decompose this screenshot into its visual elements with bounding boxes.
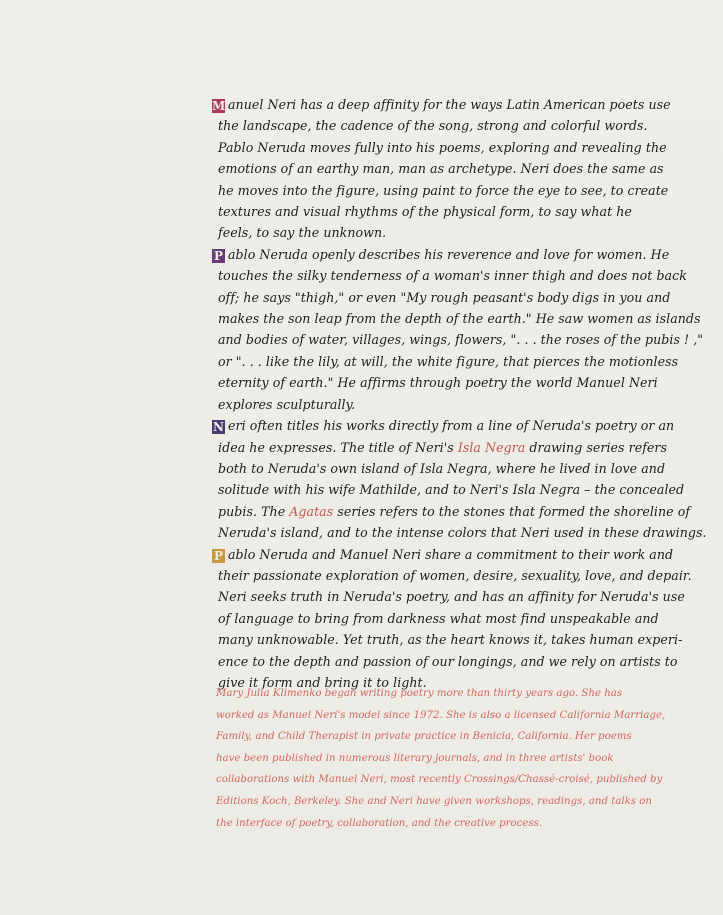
text-line: solitude with his wife Mathilde, and to Neri's Isla Negra – the concealed — [218, 482, 685, 498]
text-line: Pablo Neruda moves fully into his poems, exploring and revealing the — [218, 139, 667, 155]
text-line: off; he says "thigh," or even "My rough peasant's body digs in you and — [218, 289, 671, 305]
author-bio — [216, 683, 666, 834]
text-line — [212, 244, 670, 265]
bio-line: have been published in numerous literary journals, and in three artists' book — [216, 752, 614, 764]
drop-cap-initial: M — [212, 99, 226, 113]
line-text: ablo Neruda openly describes his reverence and love for women. He — [228, 246, 670, 262]
series-title: Agatas — [289, 503, 334, 519]
paragraph-2 — [212, 244, 704, 415]
essay-body — [212, 94, 707, 693]
text-line: explores sculpturally. — [218, 396, 356, 412]
text-line: Neri seeks truth in Neruda's poetry, and has an affinity for Neruda's use — [218, 589, 685, 605]
text-line: ence to the depth and passion of our longings, and we rely on artists to — [218, 653, 678, 669]
text-line: he moves into the figure, using paint to force the eye to see, to create — [218, 182, 669, 198]
text-line: Neruda's island, and to the intense colors that Neri used in these drawings. — [218, 525, 707, 541]
text-line: and bodies of water, villages, wings, flowers, ". . . the roses of the pubis ! ," — [218, 332, 704, 348]
drop-cap-initial: N — [212, 420, 225, 435]
line-text: eri often titles his works directly from a line of Neruda's poetry or an — [228, 418, 675, 434]
paragraph-4 — [212, 544, 692, 694]
text-line — [212, 94, 671, 115]
text-line: the landscape, the cadence of the song, strong and colorful words. — [218, 118, 648, 134]
text-line: give it form and bring it to light. — [218, 674, 427, 690]
paragraph-3 — [212, 415, 707, 543]
text-line — [212, 544, 674, 565]
paragraph-1 — [212, 94, 671, 244]
text-line: both to Neruda's own island of Isla Negra, where he lived in love and — [218, 460, 666, 476]
text-line: their passionate exploration of women, desire, sexuality, love, and depair. — [218, 567, 692, 583]
bio-line: collaborations with Manuel Neri, most recently Crossings/Chassé-croisé, published by — [216, 774, 663, 786]
series-title: Isla Negra — [457, 439, 526, 455]
text-line: idea he expresses. The title of Neri's Isla Negra drawing series refers — [218, 439, 667, 455]
text-line: of language to bring from darkness what most find unspeakable and — [218, 610, 659, 626]
bio-line: Editions Koch, Berkeley. She and Neri have given workshops, readings, and talks on — [216, 795, 652, 807]
text-line: feels, to say the unknown. — [218, 225, 387, 241]
drop-cap-initial: P — [213, 548, 224, 563]
drop-cap-initial: P — [213, 248, 224, 263]
text-line — [212, 415, 675, 436]
line-text: anuel Neri has a deep affinity for the ways Latin American poets use — [228, 97, 671, 112]
text-line: touches the silky tenderness of a woman's inner thigh and does not back — [218, 268, 687, 284]
text-line: makes the son leap from the depth of the earth." He saw women as islands — [218, 311, 701, 327]
text-line: many unknowable. Yet truth, as the heart knows it, takes human experi- — [218, 632, 683, 648]
line-text: ablo Neruda and Manuel Neri share a commitment to their work and — [228, 546, 674, 562]
bio-line: worked as Manuel Neri's model since 1972. She is also a licensed California Marriage, — [216, 709, 666, 721]
text-line: emotions of an earthy man, man as archetype. Neri does the same as — [218, 161, 664, 177]
text-line: eternity of earth." He affirms through poetry the world Manuel Neri — [218, 375, 658, 391]
bio-line: Mary Julia Klimenko began writing poetry more than thirty years ago. She has — [216, 688, 623, 699]
text-line: or ". . . like the lily, at will, the white figure, that pierces the motionless — [218, 353, 679, 369]
bio-line: Family, and Child Therapist in private practice in Benicia, California. Her poems — [216, 731, 632, 743]
bio-line: the interface of poetry, collaboration, and the creative process. — [216, 817, 543, 829]
text-line: textures and visual rhythms of the physical form, to say what he — [218, 204, 632, 220]
text-line: pubis. The Agatas series refers to the stones that formed the shoreline of — [218, 503, 691, 519]
